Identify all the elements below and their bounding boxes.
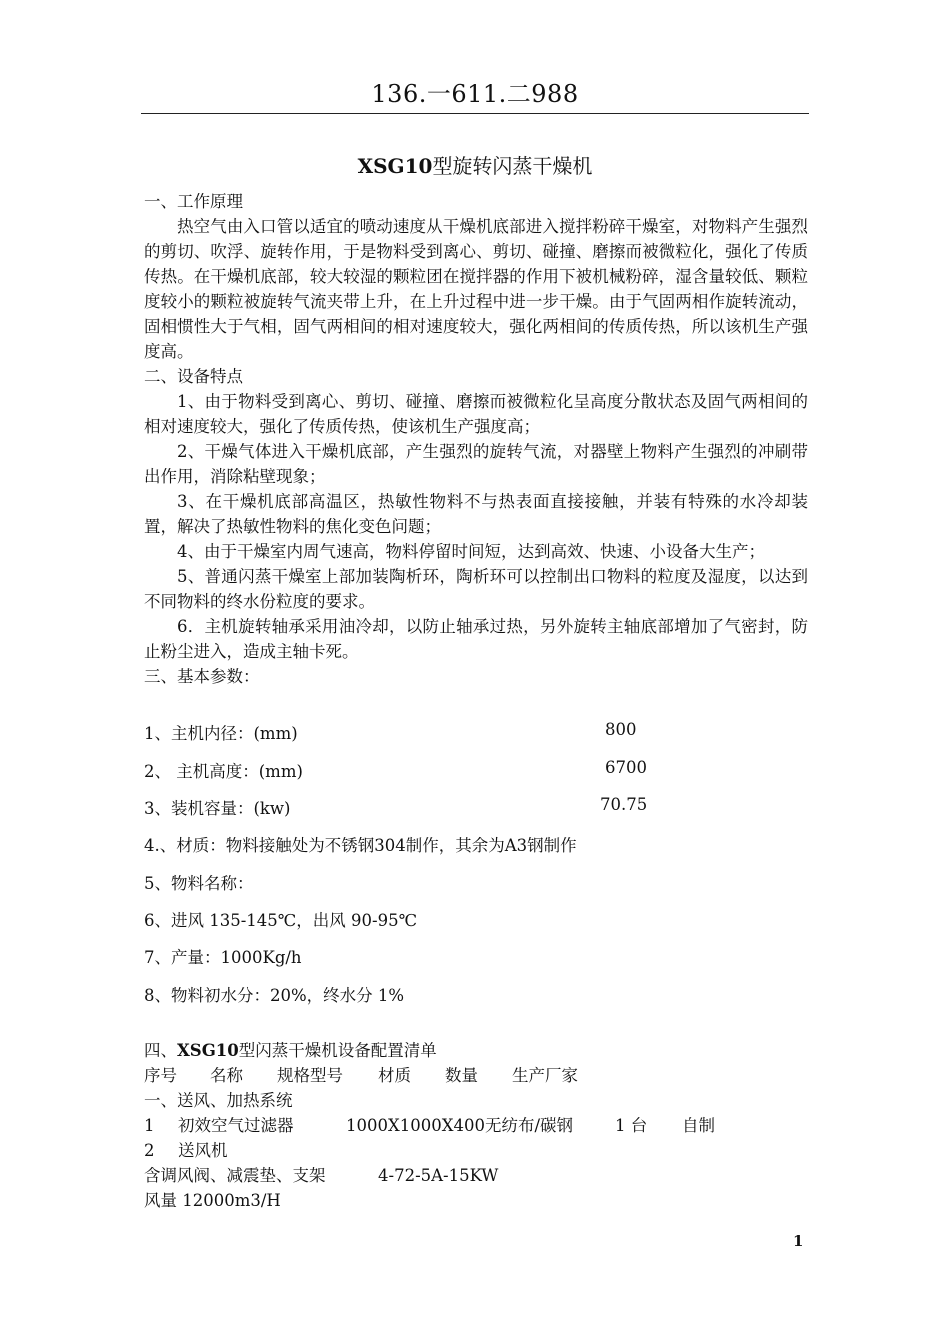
feature-item-3: 3、在干燥机底部高温区，热敏性物料不与热表面直接接触，并装有特殊的水冷却装置，解决了热敏性物料的焦化变色问题；: [144, 492, 808, 536]
param-label: 2、 主机高度：(mm): [144, 762, 303, 781]
param-material-name: 5、物料名称：: [144, 874, 254, 893]
feature-item-2: 2、干燥气体进入干燥机底部，产生强烈的旋转气流，对器壁上物料产生强烈的冲刷带出作用，消除粘壁现象；: [144, 442, 808, 486]
param-value-diameter: 800: [605, 720, 637, 739]
param-material: 4.、材质：物料接触处为不锈钢304制作，其余为A3钢制作: [144, 836, 577, 855]
config-title-prefix: 四、: [144, 1041, 177, 1060]
row-name: 初效空气过滤器: [178, 1116, 294, 1135]
row-spec: 1000X1000X400无纺布/碳钢: [346, 1116, 574, 1135]
param-label: 3、装机容量：(kw): [144, 799, 291, 818]
document-title: [0, 150, 950, 179]
title-model: XSG10: [357, 154, 433, 178]
header-spec: 规格型号: [277, 1066, 343, 1085]
page-number: 1: [793, 1232, 804, 1250]
principle-paragraph: 热空气由入口管以适宜的喷动速度从干燥机底部进入搅拌粉碎干燥室，对物料产生强烈的剪切、吹浮、旋转作用，于是物料受到离心、剪切、碰撞、磨擦而被微粒化，强化了传质传热。在干燥机底部，较大较湿的颗粒团在搅拌器的作用下被机械粉碎，湿含量较低、颗粒度较小的颗粒被旋转气流夹带上升，在上升过程中进一步干燥。由于气固两相作旋转流动，固相惯性大于气相，固气两相间的相对速度较大，强化两相间的传质传热，所以该机生产强度高。: [144, 217, 808, 361]
table-row-airflow: 风量 12000m3/H: [144, 1191, 281, 1210]
config-subsection-air-heating: 一、送风、加热系统: [144, 1091, 293, 1110]
param-row-capacity: [144, 795, 291, 819]
feature-item-4: 4、由于干燥室内周气速高，物料停留时间短，达到高效、快速、小设备大生产；: [177, 542, 765, 561]
row-no: 2: [144, 1141, 155, 1160]
section-heading-config: [144, 1037, 437, 1061]
body-text-block: [144, 189, 808, 689]
config-title-rest: 型闪蒸干燥机设备配置清单: [238, 1041, 437, 1060]
header-phone-number: 136.一611.二988: [371, 80, 579, 108]
param-row-height: [144, 758, 303, 782]
section-heading-principle: 一、工作原理: [144, 192, 243, 211]
param-value-capacity: 70.75: [600, 795, 648, 814]
row-detail-spec: 4-72-5A-15KW: [378, 1166, 499, 1185]
param-label: 1、主机内径：(mm): [144, 724, 298, 743]
header-qty: 数量: [445, 1066, 478, 1085]
table-row: [144, 1112, 715, 1136]
param-value-height: 6700: [605, 758, 647, 777]
row-qty: 1 台: [615, 1116, 648, 1135]
feature-item-6: 6．主机旋转轴承采用油冷却，以防止轴承过热，另外旋转主轴底部增加了气密封，防止粉尘进入，造成主轴卡死。: [144, 617, 808, 661]
config-title-model: XSG10: [177, 1041, 239, 1060]
row-detail-text: 含调风阀、减震垫、支架: [144, 1166, 326, 1185]
table-row-detail: [144, 1162, 498, 1186]
section-heading-features: 二、设备特点: [144, 367, 243, 386]
param-air-temperature: 6、进风 135-145℃，出风 90-95℃: [144, 911, 418, 930]
title-text: 型旋转闪蒸干燥机: [432, 154, 593, 178]
row-name: 送风机: [178, 1141, 228, 1160]
row-maker: 自制: [682, 1116, 715, 1135]
header-maker: 生产厂家: [512, 1066, 578, 1085]
table-row: [144, 1137, 228, 1161]
feature-item-1: 1、由于物料受到离心、剪切、碰撞、磨擦而被微粒化呈高度分散状态及固气两相间的相对速度较大，强化了传质传热，使该机生产强度高；: [144, 392, 808, 436]
header-material: 材质: [378, 1066, 411, 1085]
feature-item-5: 5、普通闪蒸干燥室上部加装陶析环，陶析环可以控制出口物料的粒度及湿度，以达到不同物料的终水份粒度的要求。: [144, 567, 808, 611]
config-table-header: [144, 1062, 578, 1086]
param-row-diameter: [144, 720, 298, 744]
section-heading-params: 三、基本参数：: [144, 667, 260, 686]
param-output: 7、产量：1000Kg/h: [144, 948, 302, 967]
row-no: 1: [144, 1116, 155, 1135]
header-no: 序号: [144, 1066, 177, 1085]
header-name: 名称: [210, 1066, 243, 1085]
header-divider: [141, 113, 809, 114]
param-moisture: 8、物料初水分：20%，终水分 1%: [144, 986, 405, 1005]
